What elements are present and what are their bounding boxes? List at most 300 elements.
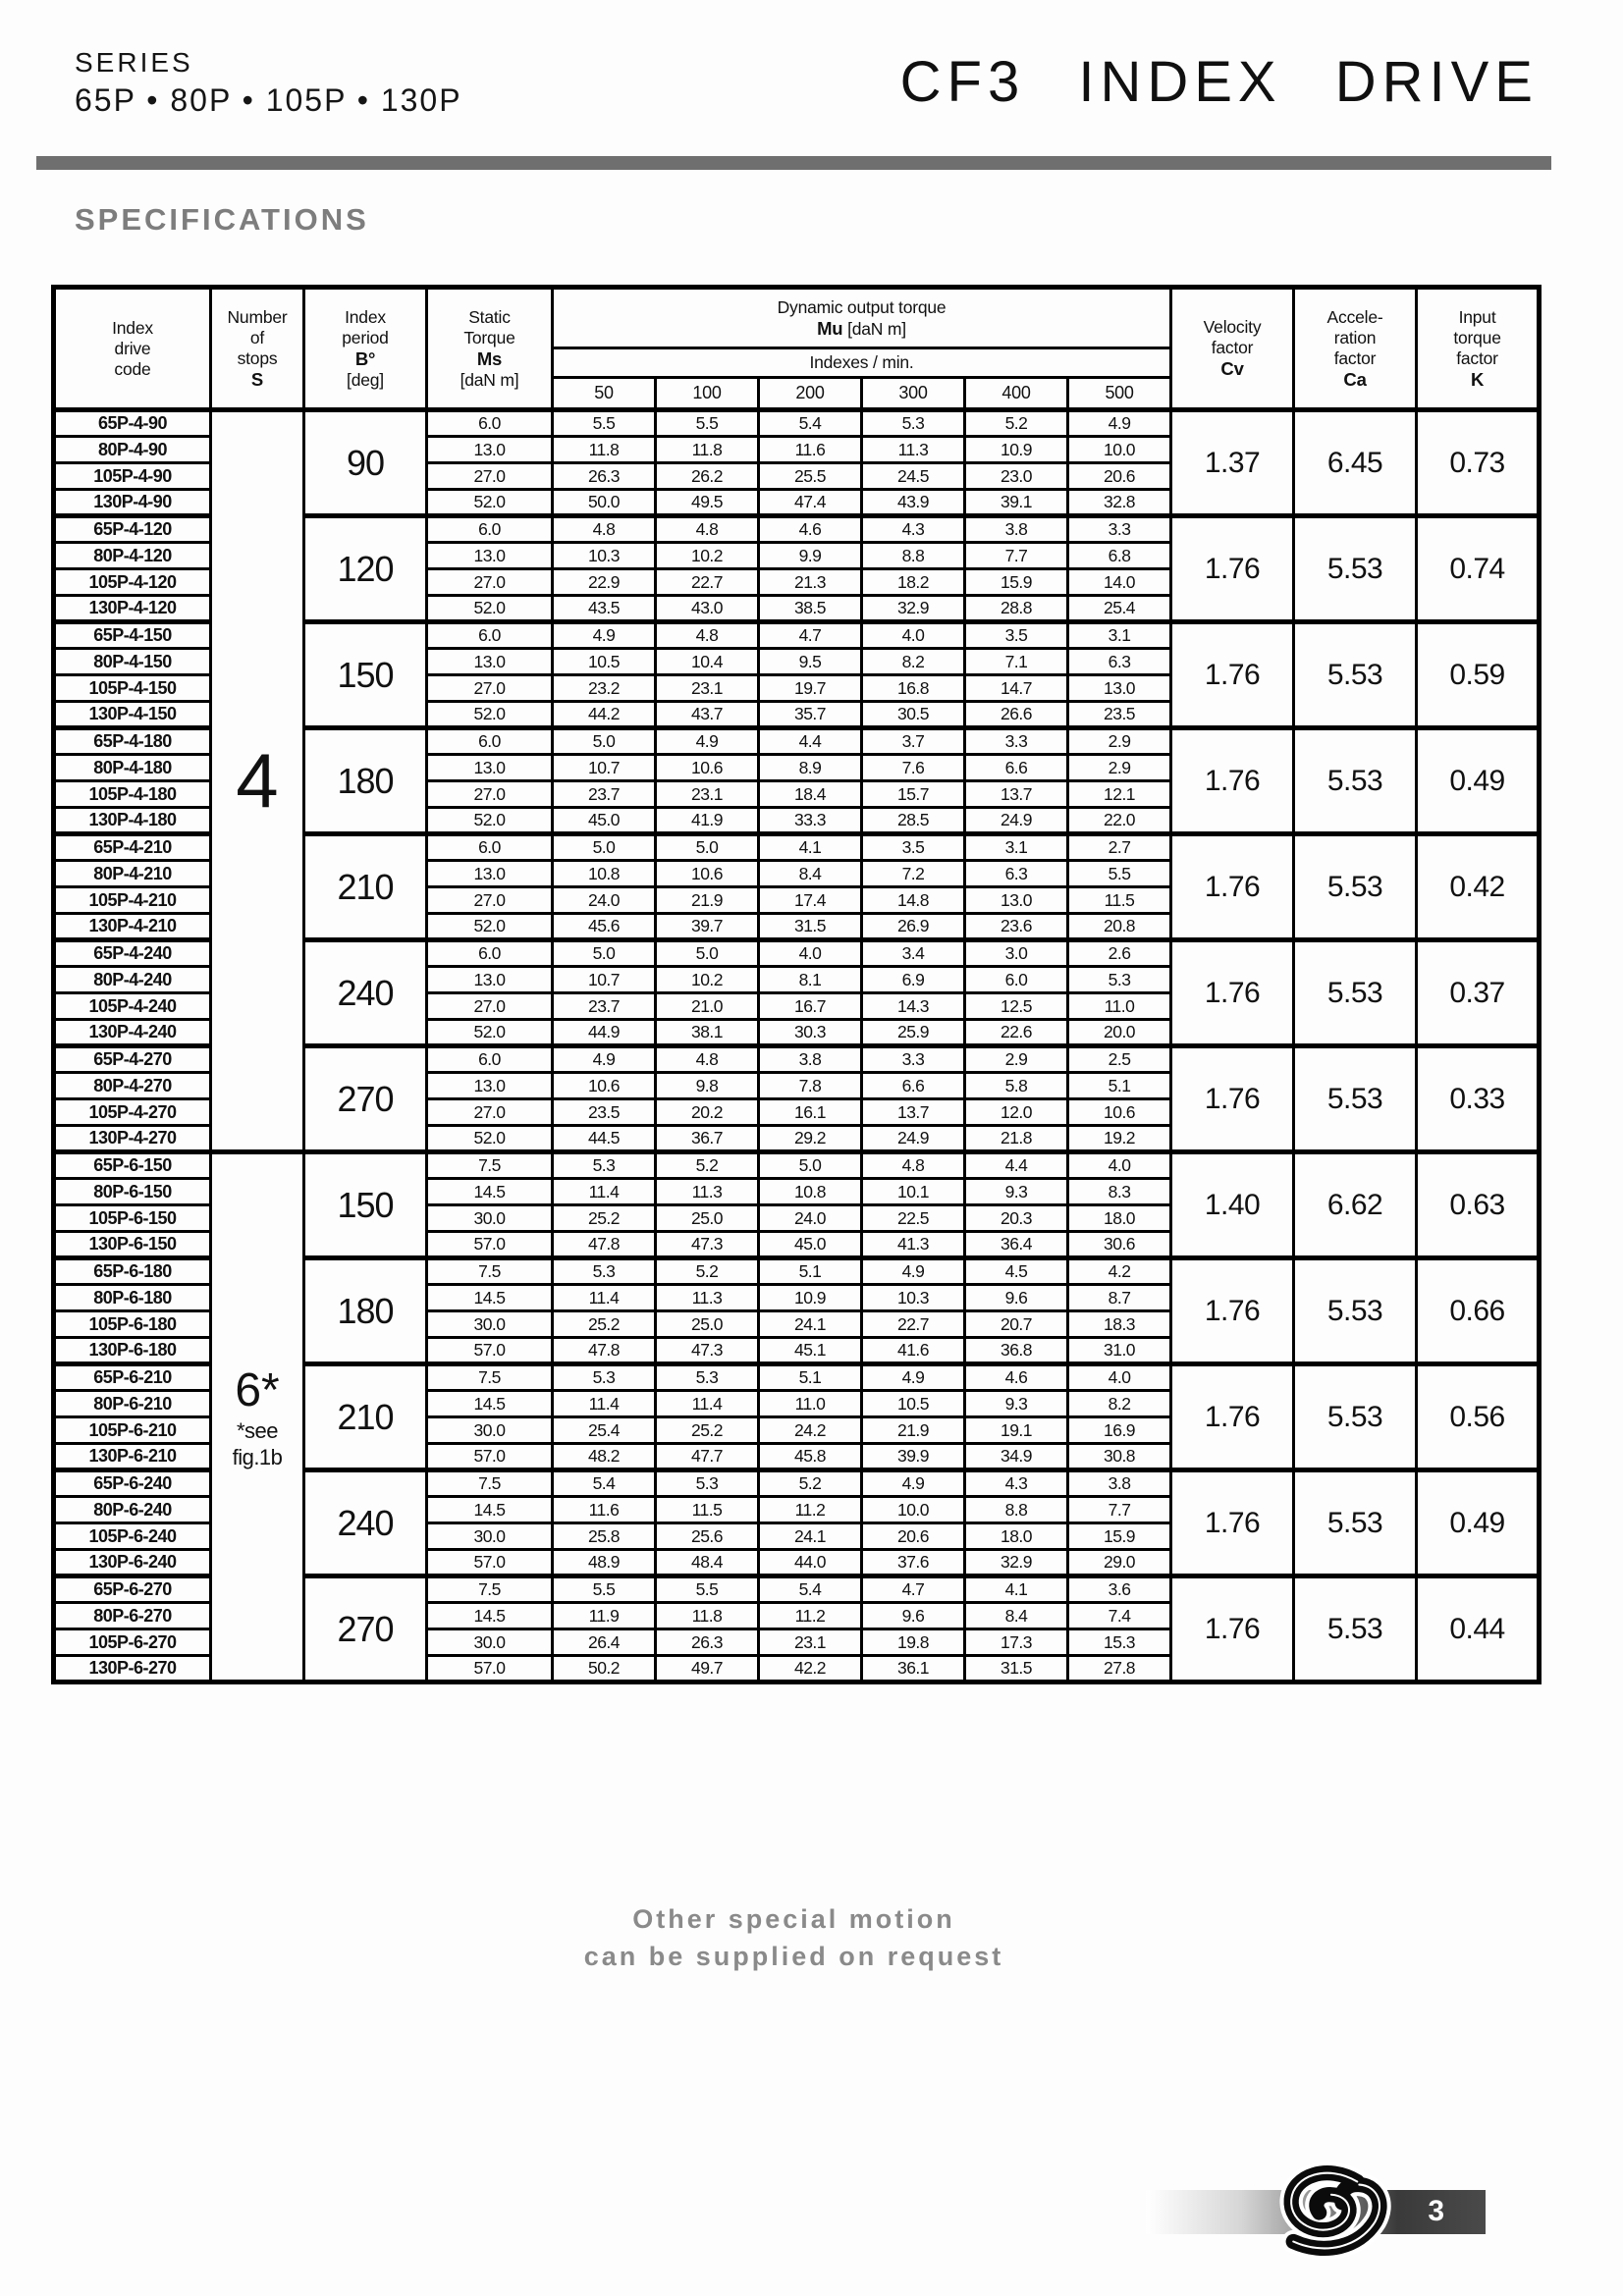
drive-code-cell: 65P-4-240 bbox=[54, 940, 211, 967]
spec-table-head bbox=[54, 288, 1540, 410]
static-torque-cell: 14.5 bbox=[427, 1497, 553, 1523]
input-torque-factor-cell: 0.59 bbox=[1417, 622, 1540, 728]
header-text-line bbox=[1295, 348, 1415, 369]
drive-code-cell: 80P-4-120 bbox=[54, 543, 211, 569]
dynamic-torque-cell: 20.6 bbox=[862, 1523, 965, 1550]
header-text-line bbox=[428, 370, 551, 391]
header-text: Dynamic output torque bbox=[777, 296, 947, 317]
header-text: Ca bbox=[1343, 368, 1367, 390]
dynamic-torque-cell: 3.1 bbox=[1068, 622, 1171, 649]
dynamic-torque-cell: 9.6 bbox=[862, 1603, 965, 1629]
page-title: CF3 INDEX DRIVE bbox=[899, 50, 1539, 114]
dynamic-torque-cell: 5.3 bbox=[553, 1364, 656, 1391]
acceleration-factor-cell: 6.62 bbox=[1294, 1152, 1417, 1258]
header-text: Static bbox=[468, 306, 511, 327]
index-period-cell: 180 bbox=[304, 728, 427, 834]
stops-footnote: *see bbox=[236, 1418, 279, 1443]
drive-code-cell: 80P-4-180 bbox=[54, 755, 211, 781]
dynamic-torque-cell: 7.8 bbox=[759, 1073, 862, 1099]
dynamic-torque-cell: 25.4 bbox=[1068, 596, 1171, 622]
acceleration-factor-cell: 5.53 bbox=[1294, 516, 1417, 622]
dynamic-torque-cell: 4.4 bbox=[965, 1152, 1068, 1179]
dynamic-torque-cell: 23.2 bbox=[553, 675, 656, 702]
dynamic-torque-cell: 8.7 bbox=[1068, 1285, 1171, 1311]
dynamic-torque-cell: 25.5 bbox=[759, 463, 862, 490]
drive-code-cell: 80P-4-240 bbox=[54, 967, 211, 993]
dynamic-torque-cell: 25.4 bbox=[553, 1417, 656, 1444]
dynamic-torque-cell: 7.4 bbox=[1068, 1603, 1171, 1629]
dynamic-torque-cell: 11.5 bbox=[1068, 887, 1171, 914]
index-period-cell: 150 bbox=[304, 622, 427, 728]
dynamic-torque-cell: 10.5 bbox=[862, 1391, 965, 1417]
static-torque-cell: 57.0 bbox=[427, 1444, 553, 1470]
drive-code-cell: 80P-6-180 bbox=[54, 1285, 211, 1311]
dynamic-torque-cell: 12.0 bbox=[965, 1099, 1068, 1126]
header-text-line bbox=[1295, 328, 1415, 348]
dynamic-torque-cell: 5.3 bbox=[1068, 967, 1171, 993]
dynamic-torque-cell: 31.0 bbox=[1068, 1338, 1171, 1364]
dynamic-torque-cell: 20.0 bbox=[1068, 1020, 1171, 1046]
dynamic-torque-cell: 4.8 bbox=[553, 516, 656, 543]
dynamic-torque-cell: 4.8 bbox=[862, 1152, 965, 1179]
velocity-factor-cell: 1.37 bbox=[1171, 410, 1294, 516]
dynamic-torque-cell: 5.3 bbox=[553, 1258, 656, 1285]
dynamic-torque-cell: 18.2 bbox=[862, 569, 965, 596]
dynamic-torque-cell: 44.2 bbox=[553, 702, 656, 728]
dynamic-torque-cell: 10.0 bbox=[1068, 437, 1171, 463]
drive-code-cell: 80P-4-210 bbox=[54, 861, 211, 887]
header-text-line bbox=[56, 339, 209, 359]
static-torque-cell: 13.0 bbox=[427, 861, 553, 887]
header-text-line bbox=[1418, 307, 1537, 328]
dynamic-torque-cell: 8.3 bbox=[1068, 1179, 1171, 1205]
dynamic-torque-cell: 50.2 bbox=[553, 1656, 656, 1682]
dynamic-torque-cell: 11.0 bbox=[759, 1391, 862, 1417]
dynamic-torque-cell: 5.4 bbox=[759, 410, 862, 437]
static-torque-cell: 30.0 bbox=[427, 1417, 553, 1444]
dynamic-torque-cell: 4.8 bbox=[656, 1046, 759, 1073]
velocity-factor-cell: 1.76 bbox=[1171, 834, 1294, 940]
table-row bbox=[54, 1152, 1540, 1179]
header-text: Cv bbox=[1220, 358, 1244, 379]
dynamic-torque-cell: 2.9 bbox=[1068, 755, 1171, 781]
drive-code-cell: 105P-6-150 bbox=[54, 1205, 211, 1232]
dynamic-torque-cell: 26.2 bbox=[656, 463, 759, 490]
input-torque-factor-cell: 0.42 bbox=[1417, 834, 1540, 940]
dynamic-torque-cell: 24.5 bbox=[862, 463, 965, 490]
header-text: stops bbox=[237, 347, 278, 368]
dynamic-torque-cell: 44.0 bbox=[759, 1550, 862, 1576]
dynamic-torque-cell: 26.6 bbox=[965, 702, 1068, 728]
dynamic-torque-cell: 48.2 bbox=[553, 1444, 656, 1470]
dynamic-torque-cell: 31.5 bbox=[965, 1656, 1068, 1682]
dynamic-torque-cell: 4.9 bbox=[862, 1364, 965, 1391]
drive-code-cell: 65P-6-210 bbox=[54, 1364, 211, 1391]
dynamic-torque-cell: 23.0 bbox=[965, 463, 1068, 490]
dynamic-torque-cell: 38.1 bbox=[656, 1020, 759, 1046]
static-torque-cell: 6.0 bbox=[427, 1046, 553, 1073]
index-period-cell: 90 bbox=[304, 410, 427, 516]
drive-code-cell: 65P-4-270 bbox=[54, 1046, 211, 1073]
dynamic-torque-cell: 14.0 bbox=[1068, 569, 1171, 596]
dynamic-torque-cell: 10.6 bbox=[1068, 1099, 1171, 1126]
dynamic-torque-cell: 11.4 bbox=[553, 1179, 656, 1205]
dynamic-torque-cell: 13.7 bbox=[862, 1099, 965, 1126]
static-torque-cell: 57.0 bbox=[427, 1656, 553, 1682]
stops-footnote: fig.1b bbox=[232, 1445, 283, 1469]
drive-code-cell: 130P-4-120 bbox=[54, 596, 211, 622]
static-torque-cell: 30.0 bbox=[427, 1523, 553, 1550]
dynamic-torque-cell: 11.3 bbox=[656, 1179, 759, 1205]
dynamic-torque-cell: 36.8 bbox=[965, 1338, 1068, 1364]
header-text-line bbox=[212, 348, 302, 369]
header-text: Index bbox=[345, 306, 386, 327]
dynamic-torque-cell: 4.9 bbox=[862, 1470, 965, 1497]
acceleration-factor-cell: 6.45 bbox=[1294, 410, 1417, 516]
dynamic-torque-cell: 4.5 bbox=[965, 1258, 1068, 1285]
header-text: Index bbox=[112, 317, 153, 338]
dynamic-torque-cell: 25.9 bbox=[862, 1020, 965, 1046]
drive-code-cell: 80P-6-240 bbox=[54, 1497, 211, 1523]
header-text-line bbox=[554, 318, 1169, 340]
col-header-index-drive-code bbox=[54, 288, 211, 410]
index-rate-tick: 50 bbox=[553, 378, 656, 410]
static-torque-cell: 6.0 bbox=[427, 940, 553, 967]
stops-count: 6* bbox=[235, 1364, 280, 1416]
static-torque-cell: 52.0 bbox=[427, 1126, 553, 1152]
header-text-line bbox=[1295, 307, 1415, 328]
velocity-factor-cell: 1.76 bbox=[1171, 622, 1294, 728]
static-torque-cell: 14.5 bbox=[427, 1603, 553, 1629]
dynamic-torque-cell: 10.7 bbox=[553, 755, 656, 781]
velocity-factor-cell: 1.76 bbox=[1171, 1046, 1294, 1152]
dynamic-torque-cell: 5.5 bbox=[1068, 861, 1171, 887]
dynamic-torque-cell: 15.9 bbox=[1068, 1523, 1171, 1550]
drive-code-cell: 130P-4-270 bbox=[54, 1126, 211, 1152]
drive-code-cell: 80P-4-90 bbox=[54, 437, 211, 463]
header-row-1 bbox=[54, 288, 1540, 348]
static-torque-cell: 6.0 bbox=[427, 834, 553, 861]
specifications-heading: SPECIFICATIONS bbox=[75, 202, 369, 237]
drive-code-cell: 105P-4-270 bbox=[54, 1099, 211, 1126]
static-torque-cell: 7.5 bbox=[427, 1152, 553, 1179]
dynamic-torque-cell: 8.4 bbox=[965, 1603, 1068, 1629]
dynamic-torque-cell: 9.6 bbox=[965, 1285, 1068, 1311]
input-torque-factor-cell: 0.66 bbox=[1417, 1258, 1540, 1364]
dynamic-torque-cell: 20.2 bbox=[656, 1099, 759, 1126]
dynamic-torque-cell: 10.0 bbox=[862, 1497, 965, 1523]
header-text: Torque bbox=[463, 327, 515, 347]
stops-count: 4 bbox=[236, 737, 279, 824]
dynamic-torque-cell: 4.4 bbox=[759, 728, 862, 755]
dynamic-torque-cell: 26.3 bbox=[553, 463, 656, 490]
velocity-factor-cell: 1.40 bbox=[1171, 1152, 1294, 1258]
dynamic-torque-cell: 2.7 bbox=[1068, 834, 1171, 861]
dynamic-torque-cell: 10.8 bbox=[759, 1179, 862, 1205]
series-label: SERIES bbox=[75, 47, 193, 78]
static-torque-cell: 27.0 bbox=[427, 993, 553, 1020]
acceleration-factor-cell: 5.53 bbox=[1294, 1576, 1417, 1682]
dynamic-torque-cell: 25.2 bbox=[656, 1417, 759, 1444]
header-text-line bbox=[212, 369, 302, 391]
dynamic-torque-cell: 23.7 bbox=[553, 781, 656, 808]
dynamic-torque-cell: 5.8 bbox=[965, 1073, 1068, 1099]
static-torque-cell: 13.0 bbox=[427, 437, 553, 463]
dynamic-torque-cell: 3.0 bbox=[965, 940, 1068, 967]
index-period-cell: 270 bbox=[304, 1046, 427, 1152]
dynamic-torque-cell: 5.5 bbox=[656, 410, 759, 437]
dynamic-torque-cell: 22.6 bbox=[965, 1020, 1068, 1046]
dynamic-torque-cell: 20.8 bbox=[1068, 914, 1171, 940]
dynamic-torque-cell: 24.0 bbox=[759, 1205, 862, 1232]
index-rate-tick: 300 bbox=[862, 378, 965, 410]
velocity-factor-cell: 1.76 bbox=[1171, 516, 1294, 622]
dynamic-torque-cell: 5.0 bbox=[656, 834, 759, 861]
header-text-line bbox=[1418, 369, 1537, 391]
dynamic-torque-cell: 7.7 bbox=[965, 543, 1068, 569]
dynamic-torque-cell: 33.3 bbox=[759, 808, 862, 834]
dynamic-torque-cell: 6.0 bbox=[965, 967, 1068, 993]
static-torque-cell: 7.5 bbox=[427, 1258, 553, 1285]
dynamic-torque-cell: 15.9 bbox=[965, 569, 1068, 596]
static-torque-cell: 52.0 bbox=[427, 596, 553, 622]
dynamic-torque-cell: 11.2 bbox=[759, 1603, 862, 1629]
dynamic-torque-cell: 24.9 bbox=[965, 808, 1068, 834]
dynamic-torque-cell: 5.4 bbox=[553, 1470, 656, 1497]
drive-code-cell: 65P-6-240 bbox=[54, 1470, 211, 1497]
static-torque-cell: 52.0 bbox=[427, 1020, 553, 1046]
header-text-line bbox=[428, 328, 551, 348]
dynamic-torque-cell: 9.3 bbox=[965, 1391, 1068, 1417]
dynamic-torque-cell: 26.9 bbox=[862, 914, 965, 940]
acceleration-factor-cell: 5.53 bbox=[1294, 1046, 1417, 1152]
dynamic-torque-cell: 41.3 bbox=[862, 1232, 965, 1258]
dynamic-torque-cell: 10.4 bbox=[656, 649, 759, 675]
static-torque-cell: 30.0 bbox=[427, 1311, 553, 1338]
dynamic-torque-cell: 47.7 bbox=[656, 1444, 759, 1470]
index-period-cell: 240 bbox=[304, 1470, 427, 1576]
dynamic-torque-cell: 5.2 bbox=[759, 1470, 862, 1497]
dynamic-torque-cell: 5.0 bbox=[759, 1152, 862, 1179]
dynamic-torque-cell: 25.6 bbox=[656, 1523, 759, 1550]
dynamic-torque-cell: 9.5 bbox=[759, 649, 862, 675]
drive-code-cell: 130P-6-150 bbox=[54, 1232, 211, 1258]
header-text: [daN m] bbox=[460, 369, 519, 390]
dynamic-torque-cell: 2.6 bbox=[1068, 940, 1171, 967]
dynamic-torque-cell: 36.4 bbox=[965, 1232, 1068, 1258]
input-torque-factor-cell: 0.33 bbox=[1417, 1046, 1540, 1152]
dynamic-torque-cell: 47.3 bbox=[656, 1232, 759, 1258]
dynamic-torque-cell: 21.9 bbox=[656, 887, 759, 914]
dynamic-torque-cell: 39.7 bbox=[656, 914, 759, 940]
header-text-line bbox=[212, 328, 302, 348]
drive-code-cell: 130P-6-240 bbox=[54, 1550, 211, 1576]
static-torque-cell: 14.5 bbox=[427, 1285, 553, 1311]
dynamic-torque-cell: 3.6 bbox=[1068, 1576, 1171, 1603]
dynamic-torque-cell: 7.2 bbox=[862, 861, 965, 887]
header-text-line bbox=[1172, 358, 1292, 380]
dynamic-torque-cell: 20.3 bbox=[965, 1205, 1068, 1232]
col-header-acceleration-factor bbox=[1294, 288, 1417, 410]
page-number: 3 bbox=[1428, 2195, 1444, 2227]
dynamic-torque-cell: 5.2 bbox=[656, 1152, 759, 1179]
dynamic-torque-cell: 45.0 bbox=[553, 808, 656, 834]
dynamic-torque-cell: 4.3 bbox=[965, 1470, 1068, 1497]
dynamic-torque-cell: 5.2 bbox=[656, 1258, 759, 1285]
drive-code-cell: 65P-6-180 bbox=[54, 1258, 211, 1285]
dynamic-torque-cell: 4.9 bbox=[553, 622, 656, 649]
index-period-cell: 240 bbox=[304, 940, 427, 1046]
dynamic-torque-cell: 23.1 bbox=[656, 781, 759, 808]
dynamic-torque-cell: 27.8 bbox=[1068, 1656, 1171, 1682]
dynamic-torque-cell: 38.5 bbox=[759, 596, 862, 622]
header-text: Number bbox=[227, 306, 288, 327]
dynamic-torque-cell: 10.6 bbox=[553, 1073, 656, 1099]
dynamic-torque-cell: 32.9 bbox=[862, 596, 965, 622]
dynamic-torque-cell: 4.6 bbox=[759, 516, 862, 543]
dynamic-torque-cell: 11.4 bbox=[553, 1391, 656, 1417]
specifications-table bbox=[51, 285, 1542, 1684]
dynamic-torque-cell: 24.0 bbox=[553, 887, 656, 914]
dynamic-torque-cell: 9.8 bbox=[656, 1073, 759, 1099]
dynamic-torque-cell: 25.2 bbox=[553, 1311, 656, 1338]
index-rate-tick: 200 bbox=[759, 378, 862, 410]
dynamic-torque-cell: 3.3 bbox=[1068, 516, 1171, 543]
dynamic-torque-cell: 3.3 bbox=[862, 1046, 965, 1073]
static-torque-cell: 13.0 bbox=[427, 967, 553, 993]
dynamic-torque-cell: 8.2 bbox=[1068, 1391, 1171, 1417]
drive-code-cell: 65P-6-150 bbox=[54, 1152, 211, 1179]
dynamic-torque-cell: 23.7 bbox=[553, 993, 656, 1020]
dynamic-torque-cell: 4.8 bbox=[656, 516, 759, 543]
dynamic-torque-cell: 21.3 bbox=[759, 569, 862, 596]
dynamic-torque-cell: 3.8 bbox=[759, 1046, 862, 1073]
acceleration-factor-cell: 5.53 bbox=[1294, 1258, 1417, 1364]
dynamic-torque-cell: 4.9 bbox=[862, 1258, 965, 1285]
dynamic-torque-cell: 25.0 bbox=[656, 1311, 759, 1338]
dynamic-torque-cell: 10.7 bbox=[553, 967, 656, 993]
header-text: Mu bbox=[817, 317, 843, 339]
drive-code-cell: 65P-4-180 bbox=[54, 728, 211, 755]
footer-note-line1: Other special motion bbox=[632, 1904, 955, 1934]
static-torque-cell: 13.0 bbox=[427, 755, 553, 781]
dynamic-torque-cell: 17.3 bbox=[965, 1629, 1068, 1656]
input-torque-factor-cell: 0.63 bbox=[1417, 1152, 1540, 1258]
dynamic-torque-cell: 47.3 bbox=[656, 1338, 759, 1364]
dynamic-torque-cell: 18.4 bbox=[759, 781, 862, 808]
static-torque-cell: 13.0 bbox=[427, 649, 553, 675]
dynamic-torque-cell: 30.8 bbox=[1068, 1444, 1171, 1470]
drive-code-cell: 80P-4-150 bbox=[54, 649, 211, 675]
dynamic-torque-cell: 20.7 bbox=[965, 1311, 1068, 1338]
stops-cell bbox=[211, 410, 304, 1152]
drive-code-cell: 105P-4-210 bbox=[54, 887, 211, 914]
dynamic-torque-cell: 5.0 bbox=[553, 834, 656, 861]
dynamic-torque-cell: 10.2 bbox=[656, 543, 759, 569]
index-rate-tick: 500 bbox=[1068, 378, 1171, 410]
dynamic-torque-cell: 42.2 bbox=[759, 1656, 862, 1682]
index-rate-tick: 100 bbox=[656, 378, 759, 410]
dynamic-torque-cell: 10.8 bbox=[553, 861, 656, 887]
dynamic-torque-cell: 18.3 bbox=[1068, 1311, 1171, 1338]
drive-code-cell: 130P-4-150 bbox=[54, 702, 211, 728]
dynamic-torque-cell: 11.4 bbox=[553, 1285, 656, 1311]
dynamic-torque-cell: 3.8 bbox=[965, 516, 1068, 543]
header-text: factor bbox=[1456, 347, 1498, 368]
acceleration-factor-cell: 5.53 bbox=[1294, 940, 1417, 1046]
dynamic-torque-cell: 10.9 bbox=[965, 437, 1068, 463]
header-text: K bbox=[1470, 368, 1485, 390]
dynamic-torque-cell: 24.2 bbox=[759, 1417, 862, 1444]
header-text-line bbox=[1418, 328, 1537, 348]
dynamic-torque-cell: 6.3 bbox=[1068, 649, 1171, 675]
dynamic-torque-cell: 8.8 bbox=[862, 543, 965, 569]
dynamic-torque-cell: 4.1 bbox=[759, 834, 862, 861]
dynamic-torque-cell: 21.0 bbox=[656, 993, 759, 1020]
col-header-input-torque-factor bbox=[1417, 288, 1540, 410]
dynamic-torque-cell: 41.9 bbox=[656, 808, 759, 834]
dynamic-torque-cell: 5.0 bbox=[553, 940, 656, 967]
static-torque-cell: 7.5 bbox=[427, 1364, 553, 1391]
input-torque-factor-cell: 0.74 bbox=[1417, 516, 1540, 622]
dynamic-torque-cell: 29.0 bbox=[1068, 1550, 1171, 1576]
table-row bbox=[54, 410, 1540, 437]
static-torque-cell: 14.5 bbox=[427, 1179, 553, 1205]
dynamic-torque-cell: 10.9 bbox=[759, 1285, 862, 1311]
drive-code-cell: 105P-6-240 bbox=[54, 1523, 211, 1550]
dynamic-torque-cell: 4.6 bbox=[965, 1364, 1068, 1391]
acceleration-factor-cell: 5.53 bbox=[1294, 1470, 1417, 1576]
dynamic-torque-cell: 17.4 bbox=[759, 887, 862, 914]
drive-code-cell: 65P-6-270 bbox=[54, 1576, 211, 1603]
acceleration-factor-cell: 5.53 bbox=[1294, 834, 1417, 940]
dynamic-torque-cell: 44.5 bbox=[553, 1126, 656, 1152]
dynamic-torque-cell: 28.5 bbox=[862, 808, 965, 834]
dynamic-torque-cell: 16.9 bbox=[1068, 1417, 1171, 1444]
dynamic-torque-cell: 4.0 bbox=[862, 622, 965, 649]
dynamic-torque-cell: 9.9 bbox=[759, 543, 862, 569]
dynamic-torque-cell: 7.7 bbox=[1068, 1497, 1171, 1523]
dynamic-torque-cell: 11.3 bbox=[862, 437, 965, 463]
dynamic-torque-cell: 49.5 bbox=[656, 490, 759, 516]
input-torque-factor-cell: 0.49 bbox=[1417, 728, 1540, 834]
dynamic-torque-cell: 13.0 bbox=[1068, 675, 1171, 702]
static-torque-cell: 57.0 bbox=[427, 1232, 553, 1258]
dynamic-torque-cell: 20.6 bbox=[1068, 463, 1171, 490]
dynamic-torque-cell: 11.8 bbox=[656, 437, 759, 463]
index-period-cell: 210 bbox=[304, 834, 427, 940]
static-torque-cell: 27.0 bbox=[427, 569, 553, 596]
dynamic-torque-cell: 6.6 bbox=[862, 1073, 965, 1099]
dynamic-torque-cell: 43.0 bbox=[656, 596, 759, 622]
col-header-number-of-stops bbox=[211, 288, 304, 410]
static-torque-cell: 7.5 bbox=[427, 1576, 553, 1603]
header-text-line bbox=[428, 348, 551, 370]
dynamic-torque-cell: 9.3 bbox=[965, 1179, 1068, 1205]
dynamic-torque-cell: 14.7 bbox=[965, 675, 1068, 702]
header-text-line bbox=[428, 307, 551, 328]
dynamic-torque-cell: 8.4 bbox=[759, 861, 862, 887]
dynamic-torque-cell: 16.8 bbox=[862, 675, 965, 702]
dynamic-torque-cell: 12.5 bbox=[965, 993, 1068, 1020]
dynamic-torque-cell: 41.6 bbox=[862, 1338, 965, 1364]
drive-code-cell: 105P-6-210 bbox=[54, 1417, 211, 1444]
dynamic-torque-cell: 19.7 bbox=[759, 675, 862, 702]
dynamic-torque-cell: 6.8 bbox=[1068, 543, 1171, 569]
header-text-line bbox=[554, 297, 1169, 318]
header-text: ration bbox=[1333, 327, 1377, 347]
dynamic-torque-cell: 45.1 bbox=[759, 1338, 862, 1364]
